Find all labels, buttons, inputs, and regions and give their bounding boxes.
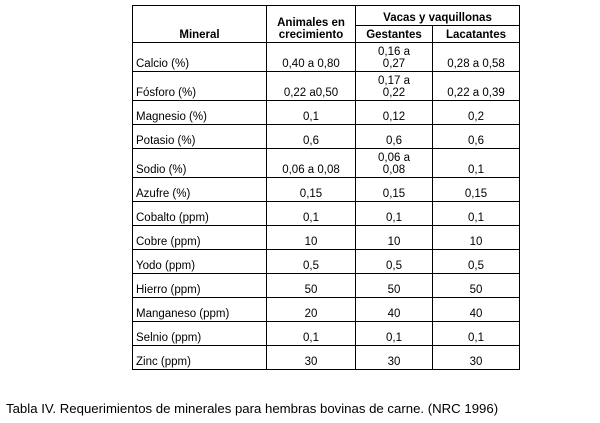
mineral-name: Cobre (ppm) [133,226,267,250]
mineral-name: Sodio (%) [133,149,267,178]
table-row [133,101,520,125]
lactating-value: 0,1 [433,149,520,178]
mineral-name: Calcio (%) [133,43,267,72]
lactating-value: 30 [433,346,520,370]
growing-value: 0,15 [267,178,356,202]
growing-value: 0,6 [267,125,356,149]
growing-value: 0,06 a 0,08 [267,149,356,178]
lactating-value: 0,1 [433,322,520,346]
mineral-name: Selnio (ppm) [133,322,267,346]
mineral-name: Manganeso (ppm) [133,298,267,322]
pregnant-value: 0,17 a 0,22 [356,72,433,101]
minerals-table [132,5,520,370]
pregnant-value: 0,6 [356,125,433,149]
lactating-value: 0,6 [433,125,520,149]
growing-value: 30 [267,346,356,370]
table-row [133,226,520,250]
header-growing-animals: Animales en crecimiento [267,6,356,43]
table-row [133,43,520,72]
header-pregnant: Gestantes [356,26,433,43]
growing-value: 20 [267,298,356,322]
table-row [133,298,520,322]
mineral-name: Magnesio (%) [133,101,267,125]
table-row [133,322,520,346]
lactating-value: 0,2 [433,101,520,125]
growing-value: 0,40 a 0,80 [267,43,356,72]
pregnant-value: 30 [356,346,433,370]
pregnant-value: 0,1 [356,202,433,226]
table-row [133,274,520,298]
table-row [133,149,520,178]
pregnant-value: 0,1 [356,322,433,346]
pregnant-value: 0,06 a 0,08 [356,149,433,178]
mineral-name: Cobalto (ppm) [133,202,267,226]
table-row [133,125,520,149]
mineral-name: Yodo (ppm) [133,250,267,274]
lactating-value: 10 [433,226,520,250]
table-row [133,72,520,101]
table-row [133,178,520,202]
lactating-value: 40 [433,298,520,322]
table-row [133,250,520,274]
header-row-top [133,6,520,26]
lactating-value: 0,28 a 0,58 [433,43,520,72]
pregnant-value: 0,5 [356,250,433,274]
growing-value: 50 [267,274,356,298]
table-caption: Tabla IV. Requerimientos de minerales para hembras bovinas de carne. (NRC 1996) [6,401,499,416]
mineral-name: Fósforo (%) [133,72,267,101]
lactating-value: 0,5 [433,250,520,274]
growing-value: 0,1 [267,101,356,125]
lactating-value: 0,15 [433,178,520,202]
header-cows-heifers: Vacas y vaquillonas [356,6,520,26]
table-row [133,202,520,226]
header-lactating: Lacatantes [433,26,520,43]
lactating-value: 0,22 a 0,39 [433,72,520,101]
growing-value: 0,1 [267,322,356,346]
pregnant-value: 40 [356,298,433,322]
growing-value: 0,5 [267,250,356,274]
pregnant-value: 50 [356,274,433,298]
lactating-value: 0,1 [433,202,520,226]
pregnant-value: 0,12 [356,101,433,125]
pregnant-value: 10 [356,226,433,250]
pregnant-value: 0,16 a 0,27 [356,43,433,72]
table-row [133,346,520,370]
growing-value: 10 [267,226,356,250]
growing-value: 0,22 a0,50 [267,72,356,101]
pregnant-value: 0,15 [356,178,433,202]
header-mineral: Mineral [133,6,267,43]
mineral-name: Azufre (%) [133,178,267,202]
mineral-name: Zinc (ppm) [133,346,267,370]
growing-value: 0,1 [267,202,356,226]
lactating-value: 50 [433,274,520,298]
mineral-name: Hierro (ppm) [133,274,267,298]
mineral-name: Potasio (%) [133,125,267,149]
